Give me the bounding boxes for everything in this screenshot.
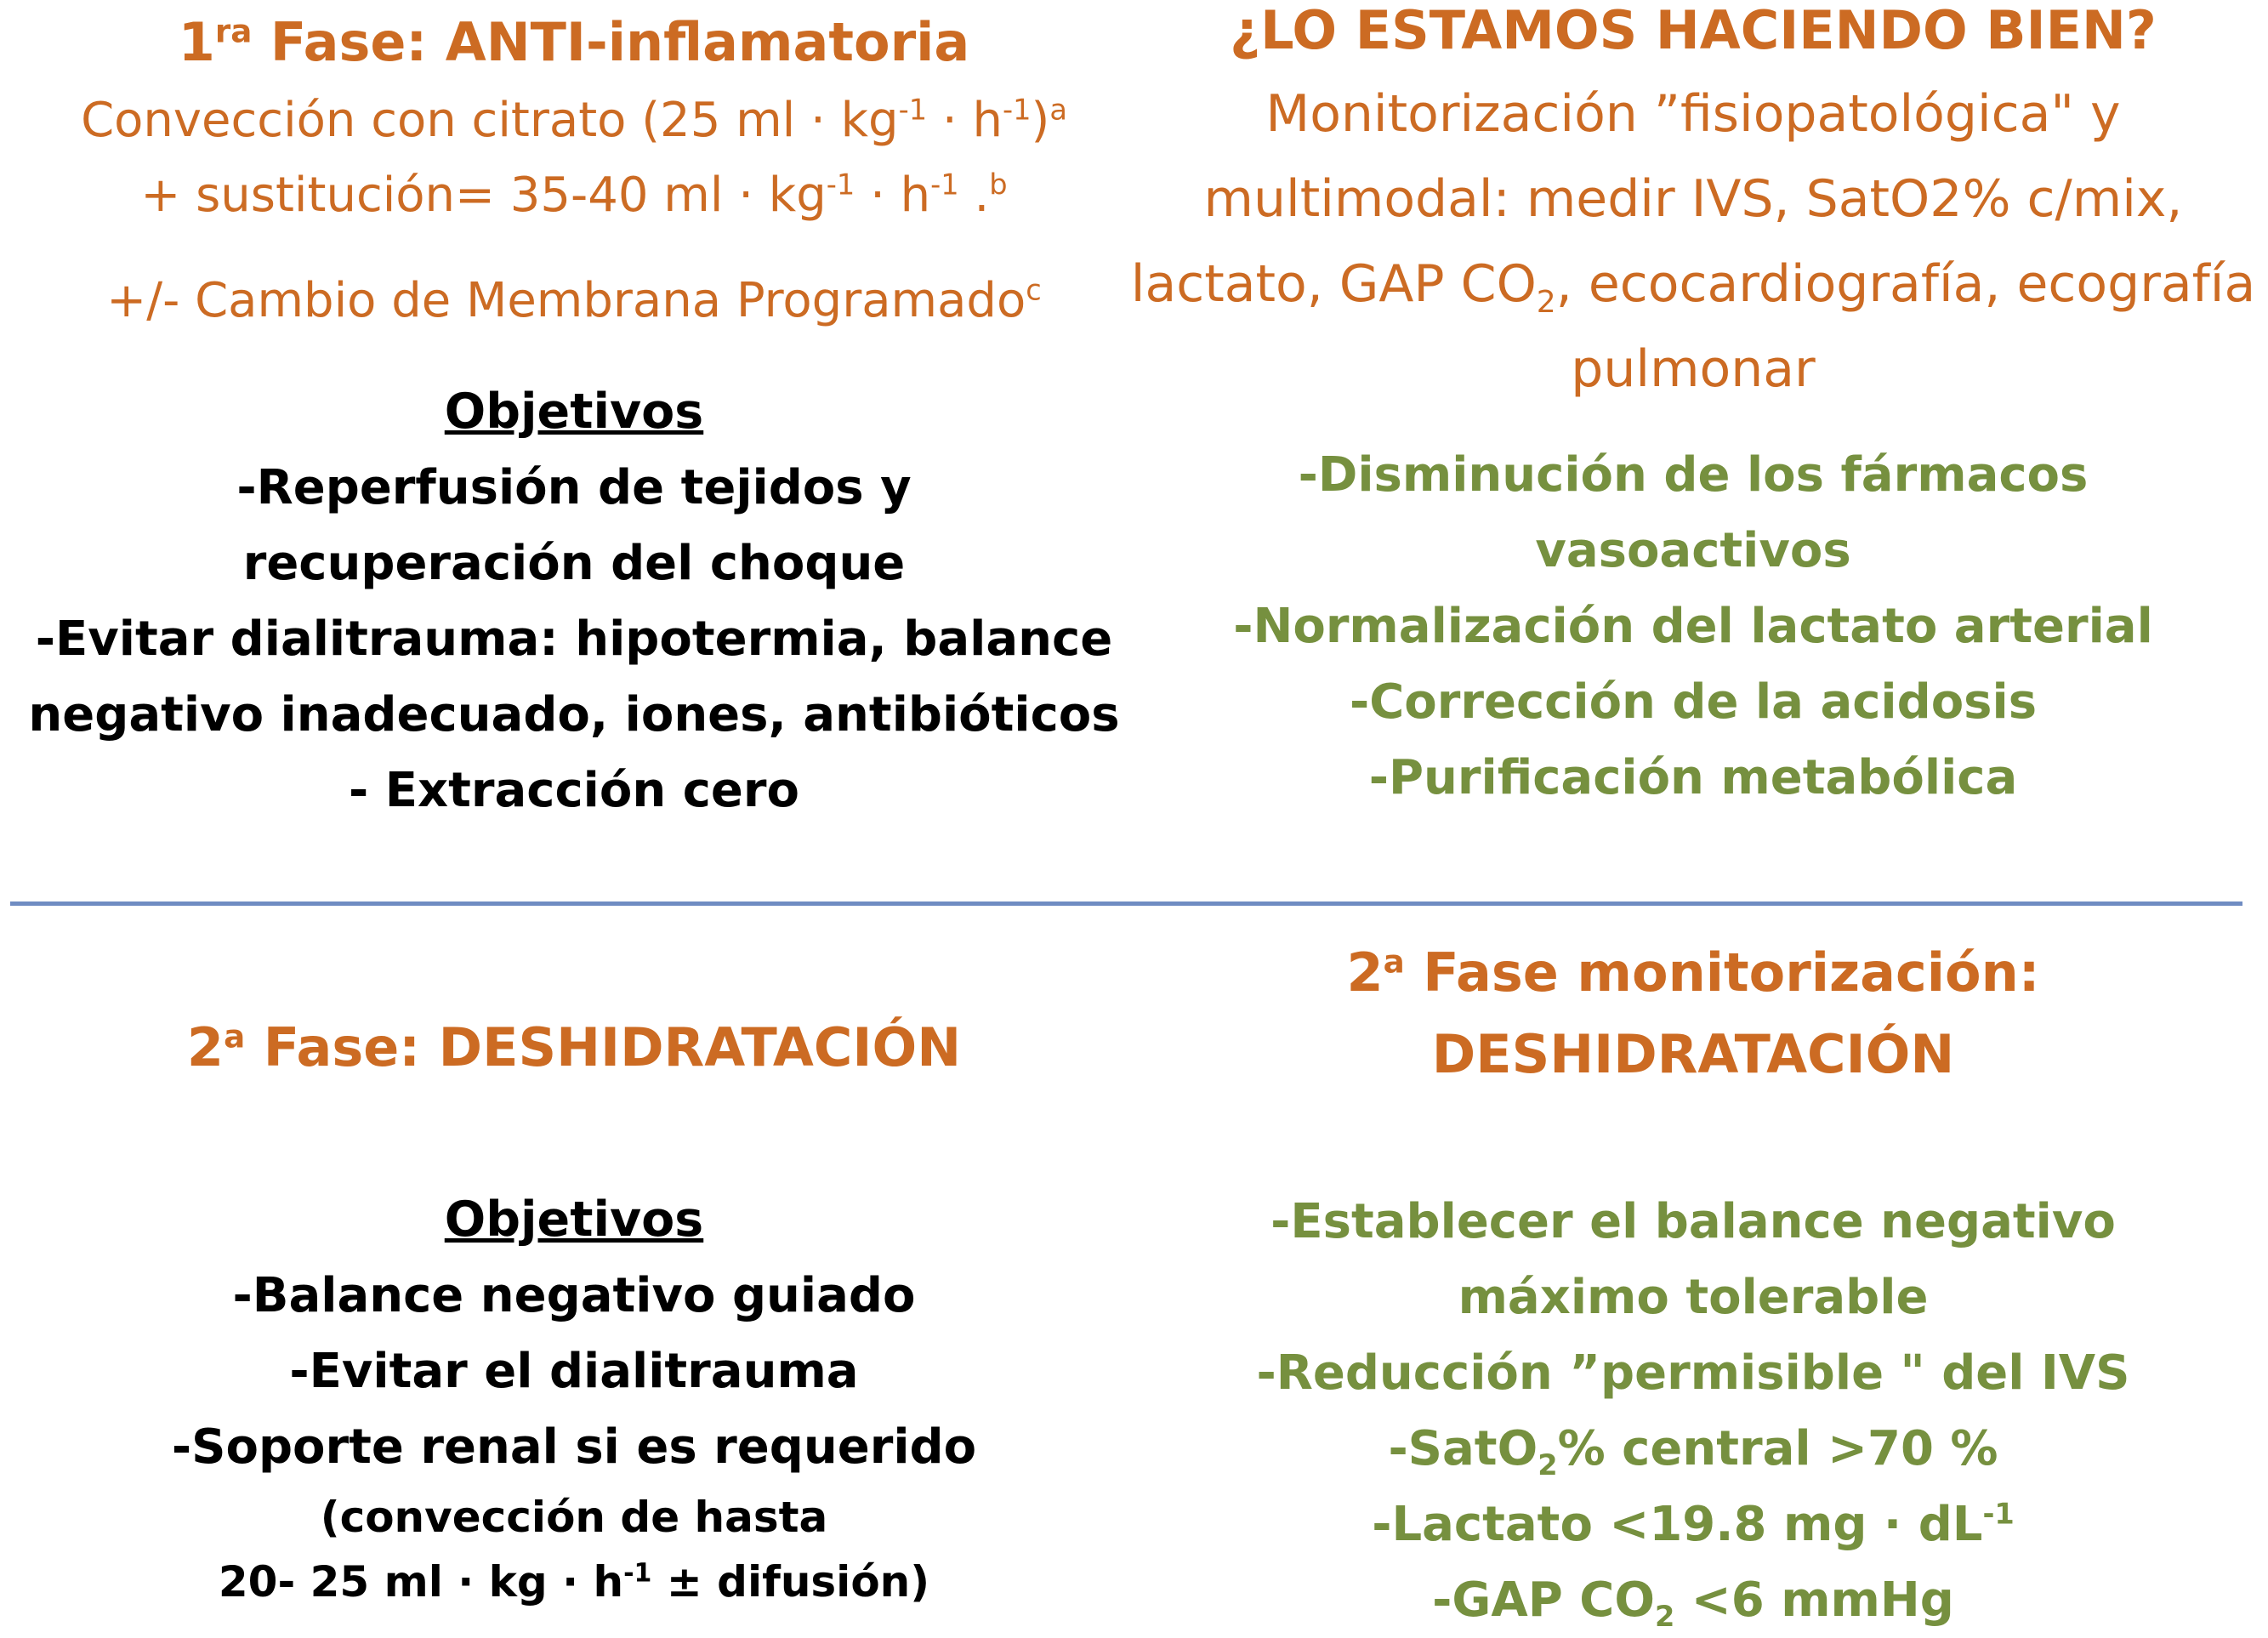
membrane-text: +/- Cambio de Membrana Programado xyxy=(106,273,1026,328)
phase2-monitoring-title-2: DESHIDRATACIÓN xyxy=(1431,1023,1955,1085)
membrane-sup: c xyxy=(1026,273,1042,307)
phase2-note-text-b: ± difusión) xyxy=(651,1557,930,1607)
gap-text-b: <6 mmHg xyxy=(1674,1573,1954,1628)
sat-text-b: % central >70 % xyxy=(1557,1421,1998,1476)
phase1-objective-3: -Evitar dialitrauma: hipotermia, balance xyxy=(35,611,1113,667)
monitoring-line-3-text-b: , ecocardiografía, ecografía xyxy=(1555,254,2256,314)
monitoring-panel xyxy=(1118,0,2268,816)
phase1-membrane xyxy=(0,264,1148,338)
phase2-objective-3: -Soporte renal si es requerido xyxy=(171,1419,977,1475)
phase2-target-3: -Reducción ”permisible " del IVS xyxy=(1256,1345,2130,1401)
phase2-target-2: máximo tolerable xyxy=(1458,1270,1929,1325)
phase2-monitoring-panel xyxy=(1118,927,2268,1638)
sat-text: -SatO xyxy=(1388,1421,1538,1476)
phase2-monitoring-title-text: Fase monitorización: xyxy=(1404,941,2040,1004)
monitoring-line-1: Monitorización ”fisiopatológica" y xyxy=(1265,84,2121,144)
phase2-target-sat xyxy=(1118,1411,2268,1487)
monitoring-target-3: -Normalización del lactato arterial xyxy=(1233,599,2153,654)
phase2-monitoring-title-sup: a xyxy=(1383,942,1405,981)
convection-sup3: a xyxy=(1049,93,1067,127)
section-divider xyxy=(10,901,2242,906)
phase2-monitoring-title-number: 2 xyxy=(1346,941,1384,1004)
monitoring-line-3-text: lactato, GAP CO xyxy=(1130,254,1537,314)
monitoring-line-3 xyxy=(1118,242,2268,327)
phase1-convection xyxy=(0,83,1148,158)
phase1-objective-4: negativo inadecuado, iones, antibióticos xyxy=(28,687,1120,742)
convection-text: Convección con citrato (25 ml · kg xyxy=(81,93,899,148)
phase2-title xyxy=(0,1007,1148,1089)
phase1-title-sup: ra xyxy=(214,12,253,50)
phase1-substitution xyxy=(0,158,1148,233)
monitoring-target-2: vasoactivos xyxy=(1535,523,1851,578)
convection-sup2: -1 xyxy=(1003,93,1032,127)
phase2-panel xyxy=(0,927,1148,1614)
gap-sub: 2 xyxy=(1654,1600,1675,1634)
substitution-text-b: · h xyxy=(855,168,931,223)
convection-sup1: -1 xyxy=(898,93,928,127)
monitoring-line-3-sub: 2 xyxy=(1536,285,1556,320)
monitoring-target-4: -Corrección de la acidosis xyxy=(1349,674,2038,730)
phase1-panel xyxy=(0,0,1148,828)
phase2-title-text: Fase: DESHIDRATACIÓN xyxy=(245,1016,962,1078)
gap-text: -GAP CO xyxy=(1432,1573,1655,1628)
phase2-monitoring-title-1 xyxy=(1118,932,2268,1014)
phase2-objectives-heading: Objetivos xyxy=(444,1192,704,1248)
phase2-note-sup: -1 xyxy=(623,1558,652,1589)
phase2-objective-2: -Evitar el dialitrauma xyxy=(289,1344,859,1399)
phase2-objective-1: -Balance negativo guiado xyxy=(232,1268,916,1323)
phase2-note-text: 20- 25 ml · kg · h xyxy=(218,1557,624,1607)
phase1-title-text: Fase: ANTI-inflamatoria xyxy=(252,11,970,73)
phase1-objective-2: recuperación del choque xyxy=(242,536,906,591)
monitoring-target-1: -Disminución de los fármacos xyxy=(1298,447,2089,503)
substitution-sup2: -1 xyxy=(930,168,959,202)
phase1-objectives-heading: Objetivos xyxy=(444,384,704,440)
monitoring-line-4: pulmonar xyxy=(1571,339,1816,399)
phase1-objective-5: - Extracción cero xyxy=(349,763,799,818)
monitoring-target-5: -Purificación metabólica xyxy=(1368,750,2018,805)
substitution-text-c: . xyxy=(958,168,990,223)
monitoring-title: ¿LO ESTAMOS HACIENDO BIEN? xyxy=(1230,0,2157,61)
phase1-objective-1: -Reperfusión de tejidos y xyxy=(236,460,912,515)
phase2-title-number: 2 xyxy=(186,1016,225,1078)
substitution-sup1: -1 xyxy=(826,168,855,202)
phase2-target-gap xyxy=(1118,1562,2268,1638)
convection-text-c: ) xyxy=(1031,93,1050,148)
phase2-title-sup: a xyxy=(224,1017,246,1055)
phase1-title xyxy=(0,2,1148,83)
monitoring-line-2: multimodal: medir IVS, SatO2% c/mix, xyxy=(1203,169,2183,229)
sat-sub: 2 xyxy=(1538,1448,1558,1482)
phase1-title-number: 1 xyxy=(178,11,215,73)
convection-text-b: · h xyxy=(927,93,1003,148)
phase2-note-line-2 xyxy=(0,1550,1148,1614)
lactate-text: -Lactato <19.8 mg · dL xyxy=(1372,1497,1983,1552)
phase2-target-lactate xyxy=(1118,1487,2268,1562)
phase2-target-1: -Establecer el balance negativo xyxy=(1270,1194,2116,1249)
substitution-text: + sustitución= 35-40 ml · kg xyxy=(140,168,827,223)
lactate-sup: -1 xyxy=(1982,1497,2015,1531)
substitution-sup3: b xyxy=(989,168,1008,202)
phase2-note-line-1: (convección de hasta xyxy=(320,1493,828,1542)
